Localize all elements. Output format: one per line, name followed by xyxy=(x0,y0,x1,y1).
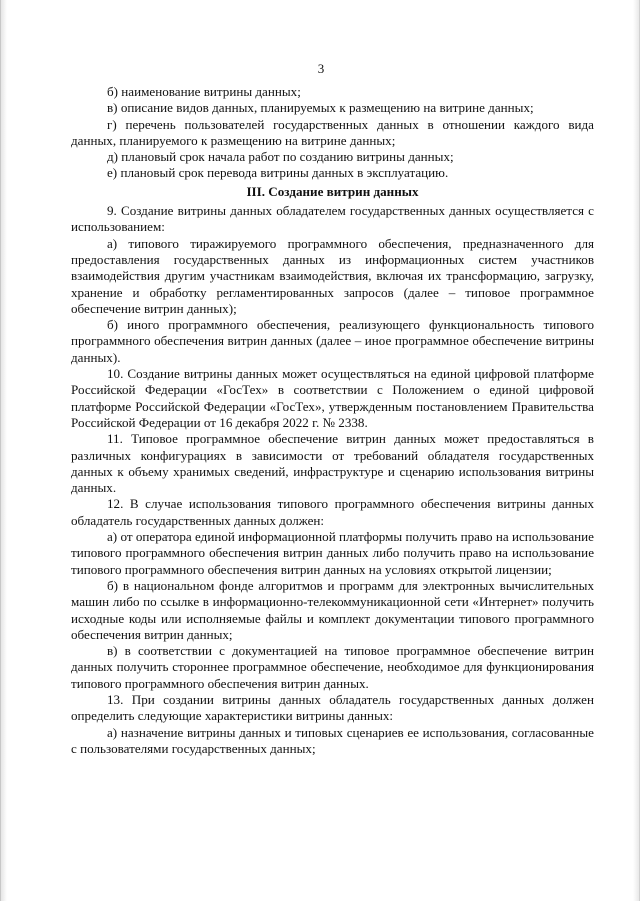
paragraph: в) описание видов данных, планируемых к размещению на витрине данных; xyxy=(107,100,534,116)
paragraph: 12. В случае использования типового программного обеспечения витрины данных обладатель государственных данных должен: xyxy=(71,496,594,528)
paragraph: а) назначение витрины данных и типовых сценариев ее использования, согласованные с пользователями государственных данных; xyxy=(71,724,594,756)
paragraph: а) от оператора единой информационной платформы получить право на использование типового программного обеспечения витрин данных либо получить право на использование типового программного обеспечения витрин данных на условиях открытой лицензии; xyxy=(71,529,594,577)
paragraph: 11. Типовое программное обеспечение витрин данных может предоставляться в различных конфигурациях в зависимости от требований обладателя государственных данных к объему хранимых сведений, инфраструктуре и сценарию использования витрины данных. xyxy=(71,431,594,496)
document-body xyxy=(71,84,594,757)
paragraph: б) в национальном фонде алгоритмов и программ для электронных вычислительных машин либо по ссылке в информационно-телекоммуникационной сети «Интернет» получить исходные коды или исполняемые файлы и комплект документации типового программного обеспечения витрин данных; xyxy=(71,577,594,642)
paragraph: 13. При создании витрины данных обладатель государственных данных должен определить следующие характеристики витрины данных: xyxy=(71,691,594,724)
scan-edge-left xyxy=(1,0,7,901)
paragraph: 10. Создание витрины данных может осуществляться на единой цифровой платформе Российской Федерации «ГосТех» в соответствии с Положением о единой цифровой платформе Российской Федерации «ГосТех», утвержденным постановлением Правительства Российской Федерации от 16 декабря 2022 г. № 2338. xyxy=(71,366,594,430)
paragraph: д) плановый срок начала работ по созданию витрины данных; xyxy=(107,149,454,165)
paragraph: в) в соответствии с документацией на типовое программное обеспечение витрин данных получить стороннее программное обеспечение, необходимое для функционирования типового программного обеспечения витрин данных. xyxy=(71,643,594,691)
scan-edge-right xyxy=(633,0,639,901)
paragraph: г) перечень пользователей государственных данных в отношении каждого вида данных, планируемого к размещению на витрине данных; xyxy=(71,116,594,148)
paragraph: е) плановый срок перевода витрины данных в эксплуатацию. xyxy=(107,165,449,181)
page-number: 3 xyxy=(317,61,325,76)
paragraph: 9. Создание витрины данных обладателем государственных данных осуществляется с использованием: xyxy=(71,203,594,235)
paragraph: а) типового тиражируемого программного обеспечения, предназначенного для предоставления государственных данных из информационных систем участников взаимодействия другим участникам взаимодействия, включая их трансформацию, загрузку, хранение и обработку регламентированных запросов (далее – типовое программное обеспечение витрин данных); xyxy=(71,235,594,316)
section-heading: III. Создание витрин данных xyxy=(246,183,419,199)
paragraph: б) наименование витрины данных; xyxy=(107,84,301,99)
paragraph: б) иного программного обеспечения, реализующего функциональность типового программного обеспечения витрин данных (далее – иное программное обеспечение витрины данных). xyxy=(71,317,594,365)
